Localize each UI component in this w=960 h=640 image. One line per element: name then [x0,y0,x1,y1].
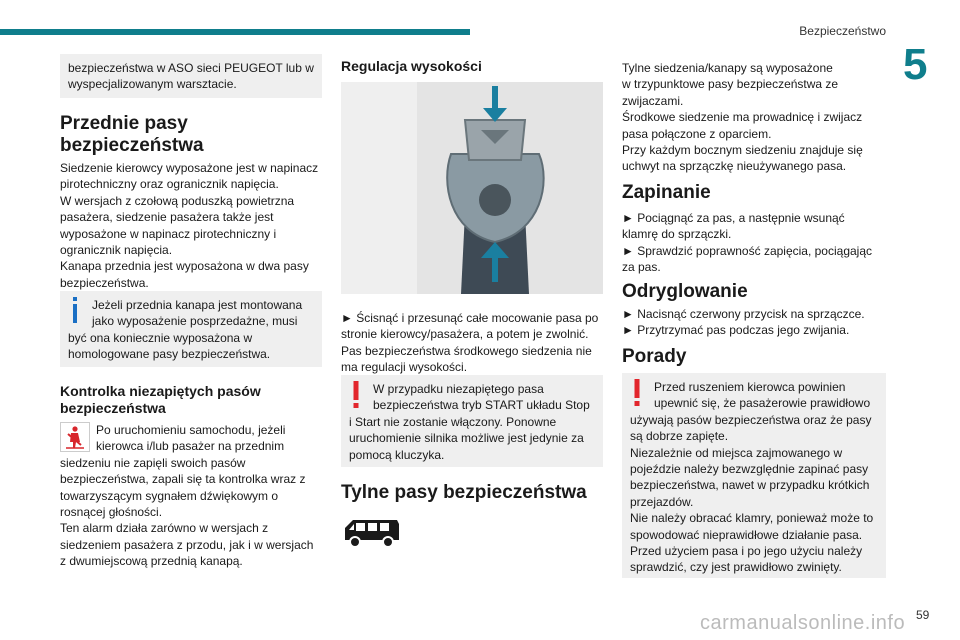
text-line: sprawdzić, czy jest prawidłowo zwinięty. [630,560,842,575]
text-line: bezpieczeństwa, nawet w przypadku krótkich [630,478,870,493]
text-line: W wersjach z czołową poduszką powietrzna [60,193,295,208]
text-line: Tylne siedzenia/kanapy są wyposażone [622,61,833,75]
warning-exclamation-icon [632,379,642,411]
info-box [60,291,322,367]
header-accent-bar [0,29,470,35]
text-line: ► Nacisnąć czerwony przycisk na sprzączce. [622,307,865,321]
text-line: Przy każdym bocznym siedzeniu znajduje się [622,143,863,158]
text-line: jako wyposażenie posprzedażne, musi [92,314,298,329]
text-line: bezpieczeństwa tryb START układu Stop [373,398,590,413]
page-number: 59 [916,608,930,622]
text-line: są dobrze zapięte. [630,429,729,444]
text-line: zwijaczami. [622,93,684,108]
text-line: spowodować nieprawidłowe działanie pasa. [630,527,863,542]
text-line: ► Ścisnąć i przesunąć całe mocowanie pasa po [341,311,599,325]
van-icon [341,516,401,550]
rear-belts-heading: Tylne pasy bezpieczeństwa [341,482,587,503]
text-line: Siedzenie kierowcy wyposażone jest w napinacz [60,161,319,175]
text-line: Przed ruszeniem kierowca powinien [654,380,846,394]
text-line: za pas. [622,260,661,275]
unlock-text [622,306,886,339]
info-icon [70,297,80,327]
text-line: Ten alarm działa zarówno w wersjach z [60,521,269,536]
text-line: Niezależnie od miejsca zajmowanego w [630,445,843,460]
text-line: Przed użyciem pasa i po jego użyciu należy [630,544,863,559]
text-line: pirotechniczny oraz ogranicznik napięcia. [60,177,279,192]
front-belts-heading [60,113,322,157]
text-line: kierowca i/lub pasażer na przednim [96,439,285,454]
chapter-number: 5 [903,40,928,89]
text-line: być ona koniecznie wyposażona w [68,330,253,345]
warning-box [341,375,603,467]
front-belts-heading-line2: bezpieczeństwa [60,135,204,156]
text-line: z dwumiejscową przednią kanapą. [60,554,243,569]
text-line: klamrę do sprzączki. [622,227,732,242]
height-adjust-text [341,310,605,376]
text-line: w trzypunktowe pasy bezpieczeństwa ze [622,77,839,92]
section-title: Bezpieczeństwo [799,24,886,38]
text-line: pasażera, siedzenie pasażera także jest [60,210,274,225]
text-line: siedzeniem pasażera z przodu, jak i w wersjach [60,537,314,552]
text-line: W przypadku niezapiętego pasa [373,382,544,396]
front-belts-heading-line1: Przednie pasy [60,113,188,134]
text-line: pojeździe należy bezwzględnie zapinać pasy [630,462,869,477]
seatbelt-warning-text [60,422,322,570]
text-line: ma regulacji wysokości. [341,360,468,375]
warning-exclamation-icon [351,381,361,413]
seatbelt-height-adjuster-illustration [341,82,603,294]
text-line: uchwyt na sprzączkę nieużywanego pasa. [622,159,847,174]
tips-box [622,373,886,578]
text-line: Środkowe siedzenie ma prowadnicę i zwijacz [622,110,863,125]
text-line: bezpieczeństwa, zapali się ta kontrolka wraz z [60,472,306,487]
text-line: towarzyszącym sygnałem dźwiękowym o [60,488,279,503]
unlock-heading: Odryglowanie [622,281,748,302]
text-line: uruchomienie silnika możliwe jest jedynie za [349,431,584,446]
watermark: carmanualsonline.info [700,612,906,634]
text-line: przejazdów. [630,494,694,509]
text-line: Jeżeli przednia kanapa jest montowana [92,298,303,312]
continued-note-text: bezpieczeństwa w ASO sieci PEUGEOT lub w wyspecjalizowanym warsztacie. [68,61,314,92]
continued-note-box [60,54,322,98]
text-line: upewnić się, że pasażerowie prawidłowo [654,396,871,411]
seatbelt-warning-heading-line2: bezpieczeństwa [60,400,166,416]
text-line: homologowane pasy bezpieczeństwa. [68,347,271,362]
text-line: wyposażone w napinacz pirotechniczny i [60,226,277,241]
text-line: Pas bezpieczeństwa środkowego siedzenia nie [341,343,592,358]
fasten-heading: Zapinanie [622,182,711,203]
rear-belts-text [622,60,886,175]
seatbelt-warning-heading-line1: Kontrolka niezapiętych pasów [60,383,261,399]
height-adjust-heading: Regulacja wysokości [341,58,482,74]
text-line: używają pasów bezpieczeństwa oraz że pasy [630,412,872,427]
text-line: ogranicznik napięcia. [60,243,173,258]
text-line: pasa połączone z oparciem. [622,126,772,141]
seatbelt-warning-heading [60,383,322,417]
text-line: stronie kierowcy/pasażera, a potem je zwolnić. [341,327,589,342]
text-line: ► Pociągnąć za pas, a następnie wsunąć [622,211,845,225]
text-line: ► Przytrzymać pas podczas jego zwijania. [622,323,850,338]
text-line: rosnącej głośności. [60,505,163,520]
text-line: Kanapa przednia jest wyposażona w dwa pasy [60,259,309,274]
text-line: Po uruchomieniu samochodu, jeżeli [96,423,286,437]
text-line: ► Sprawdzić poprawność zapięcia, pociągając [622,243,873,258]
fasten-text [622,210,886,276]
text-line: i Start nie zostanie włączony. Ponowne [349,414,557,429]
text-line: bezpieczeństwa. [60,275,149,290]
text-line: siedzeniu nie zapięli swoich pasów [60,455,246,470]
text-line: pomocą kluczyka. [349,447,445,462]
tips-heading: Porady [622,346,687,367]
text-line: Nie należy obracać klamry, ponieważ może to [630,511,874,526]
front-belts-text [60,160,322,291]
